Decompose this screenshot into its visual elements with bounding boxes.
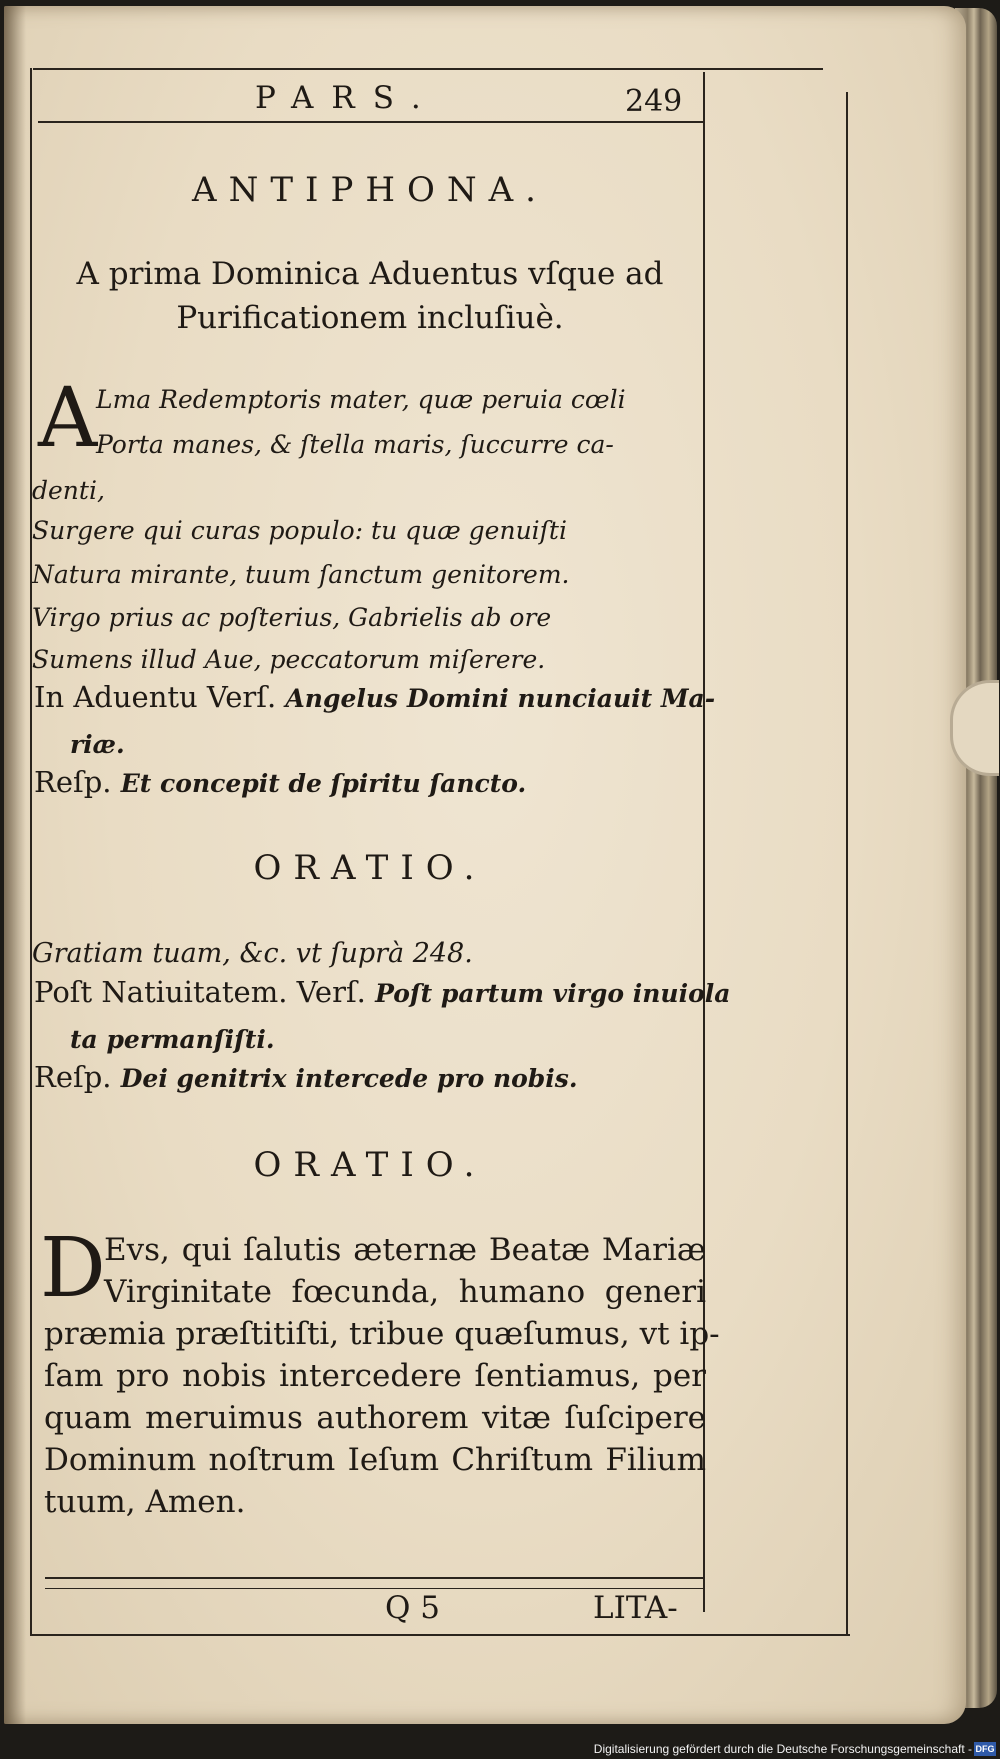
response-text: Et concepit de ſpiritu ſancto. [120, 769, 527, 798]
catchword: LITA- [593, 1590, 678, 1626]
verse-line: Natura mirante, tuum ſanctum genitorem. [32, 560, 570, 589]
rubric-line-2: Purificationem incluſiuè. [176, 300, 564, 336]
digitization-credit: Digitalisierung gefördert durch die Deutsche Forschungsgemeinschaft - [593, 1742, 972, 1756]
oratio-reference-line: Gratiam tuam, &c. vt ſuprà 248. [32, 938, 473, 969]
drop-cap-a: A [38, 371, 98, 466]
verse-line: Virgo prius ac poſterius, Gabrielis ab ore [32, 603, 552, 632]
footer-rule [45, 1577, 705, 1579]
footer-rule-thin [45, 1588, 705, 1589]
verse-line: Surgere qui curas populo: tu quæ genuiſti [32, 516, 567, 545]
prayer-line: Evs, qui ſalutis æternæ Beatæ Mariæ [104, 1232, 706, 1268]
verse-line: Sumens illud Aue, peccatorum miſerere. [32, 645, 546, 674]
versicle-continuation: ta permanſiſti. [70, 1025, 275, 1054]
verse-line: Lma Redemptoris mater, quæ peruia cœli [96, 385, 626, 414]
versicle-line [34, 680, 715, 714]
prayer-line: Dominum noſtrum Ieſum Chriſtum Filium [44, 1442, 706, 1478]
page-number: 249 [625, 84, 683, 119]
prayer-line: quam meruimus authorem vitæ ſuſcipere [44, 1400, 706, 1436]
versicle-label: Poſt Natiuitatem. Verſ. [34, 975, 366, 1009]
drop-cap-d: D [40, 1221, 106, 1316]
rubric-line-1: A prima Dominica Aduentus vſque ad [76, 256, 664, 292]
response-text: Dei genitrix intercede pro nobis. [120, 1064, 578, 1093]
signature-mark: Q 5 [385, 1590, 440, 1626]
prayer-line: ſam pro nobis intercedere ſentiamus, per [44, 1358, 706, 1394]
antiphona-heading: ANTIPHONA. [192, 170, 548, 210]
versicle-continuation: riæ. [70, 730, 125, 759]
response-line-2 [34, 1060, 578, 1094]
versicle-text: Poſt partum virgo inuiola [375, 979, 731, 1008]
frame-top-rule [33, 68, 823, 70]
header-rule [38, 121, 703, 123]
versicle-line-2 [34, 975, 730, 1009]
running-head: PARS. [255, 80, 439, 116]
prayer-line: Virginitate fœcunda, humano generi [104, 1274, 706, 1310]
verse-line: Porta manes, & ſtella maris, ſuccurre ca- [96, 430, 614, 459]
response-label: Reſp. [34, 765, 112, 799]
versicle-text: Angelus Domini nunciauit Ma- [285, 684, 716, 713]
verse-line: denti, [32, 476, 105, 505]
versicle-label: In Aduentu Verſ. [34, 680, 277, 714]
response-line [34, 765, 526, 799]
prayer-line: tuum, Amen. [44, 1484, 246, 1520]
outer-frame-right-rule [846, 92, 848, 1634]
dfg-logo: DFG [975, 1744, 995, 1754]
prayer-line: præmia præſtitiſti, tribue quæſumus, vt ip- [44, 1316, 720, 1352]
oratio-heading-1: ORATIO. [253, 848, 487, 888]
response-label: Reſp. [34, 1060, 112, 1094]
oratio-heading-2: ORATIO. [253, 1145, 487, 1185]
